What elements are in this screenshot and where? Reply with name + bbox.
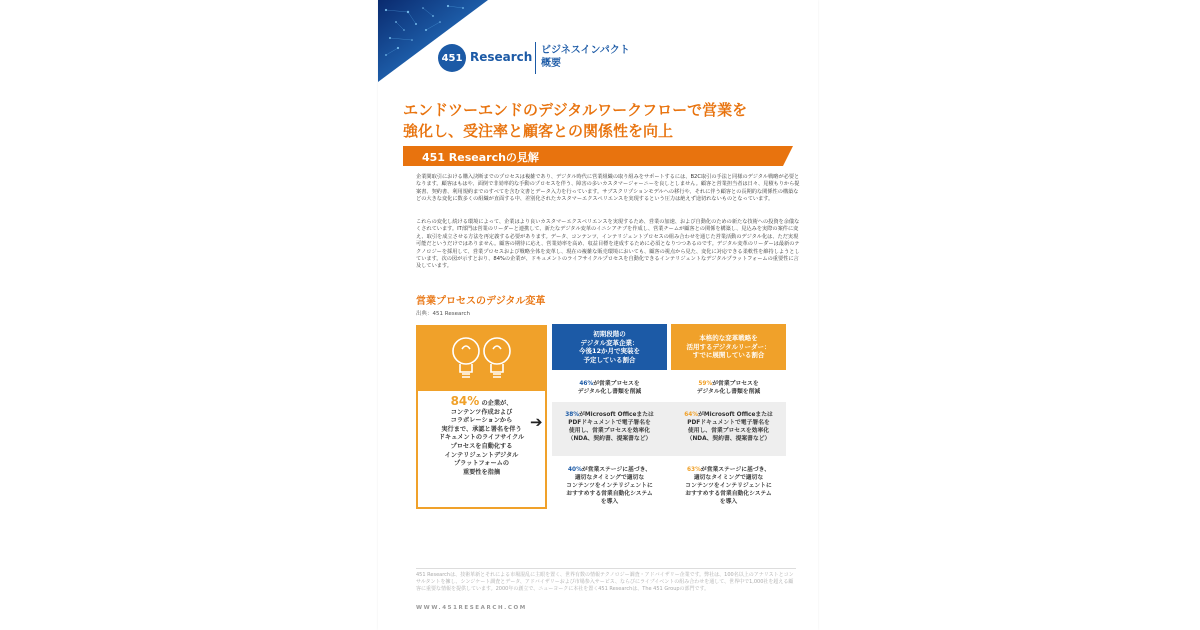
cell-line: 適切なタイミングで適切な xyxy=(693,475,764,481)
footer-website-link[interactable]: WWW.451RESEARCH.COM xyxy=(416,605,527,611)
cell-percentage: 64% xyxy=(684,412,699,418)
cell-line: デジタル化し書類を削減 xyxy=(577,389,642,395)
comparison-cell xyxy=(552,466,667,506)
stat-callout xyxy=(416,325,547,509)
column-header-line: すでに展開している割合 xyxy=(692,351,765,360)
cell-line: が営業ステージに基づき、 xyxy=(700,467,770,473)
stat-line: 実行まで、承認と署名を伴う xyxy=(441,425,522,433)
cell-line: コンテンツをインテリジェントに xyxy=(685,483,772,489)
cell-line: おすすめする営業自動化システム xyxy=(685,491,772,497)
footer-about-text: 451 Researchは、技術革新とそれによる市場混乱に主眼を置く、世界有数の情報テクノロジー調査・アドバイザリー企業です。弊社は、100名以上のアナリストとコンサルタントを擁し、シンジケート調査とデータ、アドバイザリーおよび市場参入サービス、ならびにライブイベントの組み合わせを通して、世界中で1,000社を超える顧客に重要な情報を提供しています。2000年の創立で、ニューヨークに本社を置く451 Researchは、The 451 Groupの部門です。 xyxy=(416,572,794,592)
stat-callout-text xyxy=(422,394,541,477)
cell-line: おすすめする営業自動化システム xyxy=(566,491,653,497)
cell-line: 適切なタイミングで適切な xyxy=(574,475,645,481)
stat-line: コラボレーションから xyxy=(450,417,513,425)
arrow-right-icon: ➔ xyxy=(530,413,543,431)
cell-line: を導入 xyxy=(600,499,619,505)
stat-line: プラットフォームの xyxy=(453,460,510,468)
cell-line: デジタル化し書類を削減 xyxy=(696,389,761,395)
comparison-cell xyxy=(671,411,786,443)
column-header-line: 予定している割合 xyxy=(583,355,636,364)
page-headline xyxy=(403,100,803,142)
stat-line: コンテンツ作成および xyxy=(450,408,513,416)
cell-line: （NDA、契約書、提案書など） xyxy=(686,436,771,442)
cell-percentage: 40% xyxy=(568,467,582,473)
figure-source: 出典：451 Research xyxy=(416,311,470,317)
cell-line: がMicrosoft Officeまたは xyxy=(698,412,773,418)
figure-title: 営業プロセスのデジタル変革 xyxy=(416,296,546,307)
headline-line-2: 強化し、受注率と顧客との関係性を向上 xyxy=(403,122,674,140)
stat-line: プロセスを自動化する xyxy=(450,442,513,450)
cell-line: PDFドキュメントで電子署名を xyxy=(687,420,770,426)
logo-divider xyxy=(535,42,536,74)
stat-line: の企業が、 xyxy=(481,400,513,407)
stat-line: インテリジェントデジタル xyxy=(444,451,519,459)
cell-percentage: 38% xyxy=(565,412,580,418)
column-header-line: 本格的な変革戦略を xyxy=(699,334,758,343)
stat-line: 重要性を指摘 xyxy=(462,468,501,476)
brief-type-title xyxy=(541,44,630,70)
cell-line: コンテンツをインテリジェントに xyxy=(566,483,653,489)
column-header-line: デジタル変革企業： xyxy=(580,338,639,347)
column-header-early-adopters xyxy=(552,324,667,370)
cell-percentage: 46% xyxy=(579,381,594,387)
comparison-cell xyxy=(552,411,667,443)
footer-divider xyxy=(416,568,796,569)
brief-type-line-1: ビジネスインパクト xyxy=(541,45,630,56)
document-page xyxy=(378,0,818,630)
cell-line: が営業プロセスを xyxy=(593,381,640,387)
cell-line: が営業ステージに基づき、 xyxy=(581,467,651,473)
stat-percentage: 84% xyxy=(450,394,480,408)
cell-line: がMicrosoft Officeまたは xyxy=(579,412,654,418)
section-band-label: 451 Researchの見解 xyxy=(422,151,539,164)
column-header-line: 今後12か月で実装を xyxy=(578,347,641,355)
cell-line: を導入 xyxy=(719,499,738,505)
comparison-cell xyxy=(552,380,667,396)
hero-network-image xyxy=(378,0,488,82)
cell-line: 使用し、営業プロセスを効率化 xyxy=(687,428,770,434)
cell-line: が営業プロセスを xyxy=(712,381,759,387)
cell-line: PDFドキュメントで電子署名を xyxy=(568,420,651,426)
comparison-cell xyxy=(671,466,786,506)
stat-line: ドキュメントのライフサイクル xyxy=(438,434,525,442)
cell-line: 使用し、営業プロセスを効率化 xyxy=(568,428,651,434)
headline-line-1: エンドツーエンドのデジタルワークフローで営業を xyxy=(403,101,748,119)
comparison-cell xyxy=(671,380,786,396)
column-header-line: 初期段階の xyxy=(593,330,626,338)
body-paragraph-1: 企業間取引における購入決断までのプロセスは複雑であり、デジタル時代に営業組織の取り組みをサポートするには、B2C取引の手法と同様のデジタル戦略が必要となります。顧客はもはや、面倒で非効率的な手動のプロセスを伴う、障害の多いカスタマージャーニーを良しとしません。顧客と営業担当者は日々、見積もりから提案書、契約書、利用規約までのすべてを含む文書とデータ入力を行っています。サブスクリプションモデルへの移行や、それに伴う顧客との長期的な関係性の構築などの大きな変化に数多くの組織が直面する中、差別化されたカスタマーエクスペリエンスを実現するという圧力は絶えず途切れないものとなっています。 xyxy=(416,174,800,203)
column-header-line: 活用するデジタルリーダー： xyxy=(686,342,771,351)
stat-callout-header xyxy=(418,327,545,391)
brand-logo-word: Research xyxy=(470,50,533,64)
cell-line: （NDA、契約書、提案書など） xyxy=(567,436,652,442)
brief-type-line-2: 概要 xyxy=(541,58,561,69)
cell-percentage: 63% xyxy=(687,467,701,473)
body-paragraph-2: これらの変化し続ける環境によって、企業はより良いカスタマーエクスペリエンスを実現するため、営業の加速、および自動化のための新たな技術への投資を余儀なくされています。IT部門は営業のリーダーと連携して、新たなデジタル変革のイニシアチブを作成し、営業チームが顧客との関係を構築し、見込みを実際の案件に変え、取引を成立させる方法を再定義する必要があります。データ、コンテンツ、インテリジェントプロセスの組み合わせを通じた営業活動のデジタル化は、ただ実現可能だというだけではありません。顧客の期待に応え、営業効率を高め、収益目標を達成するために必須となりつつあるのです。デジタル変革のリーダーは最新のテクノロジーを採用して、営業プロセスおよび戦略全体を変革し、現在の複雑な販売環境においても、顧客の視点から見た、変化に対応できる柔軟性を維持しようとしています。次の図が示すとおり、84%の企業が、ドキュメントのライフサイクルプロセスを自動化できるインテリジェントなデジタルプラットフォームの重要性に言及しています。 xyxy=(416,219,800,270)
column-header-digital-leaders xyxy=(671,324,786,370)
lightbulb-icon xyxy=(418,327,545,391)
brand-logo-mark: 451 xyxy=(438,44,466,72)
cell-percentage: 59% xyxy=(698,381,713,387)
